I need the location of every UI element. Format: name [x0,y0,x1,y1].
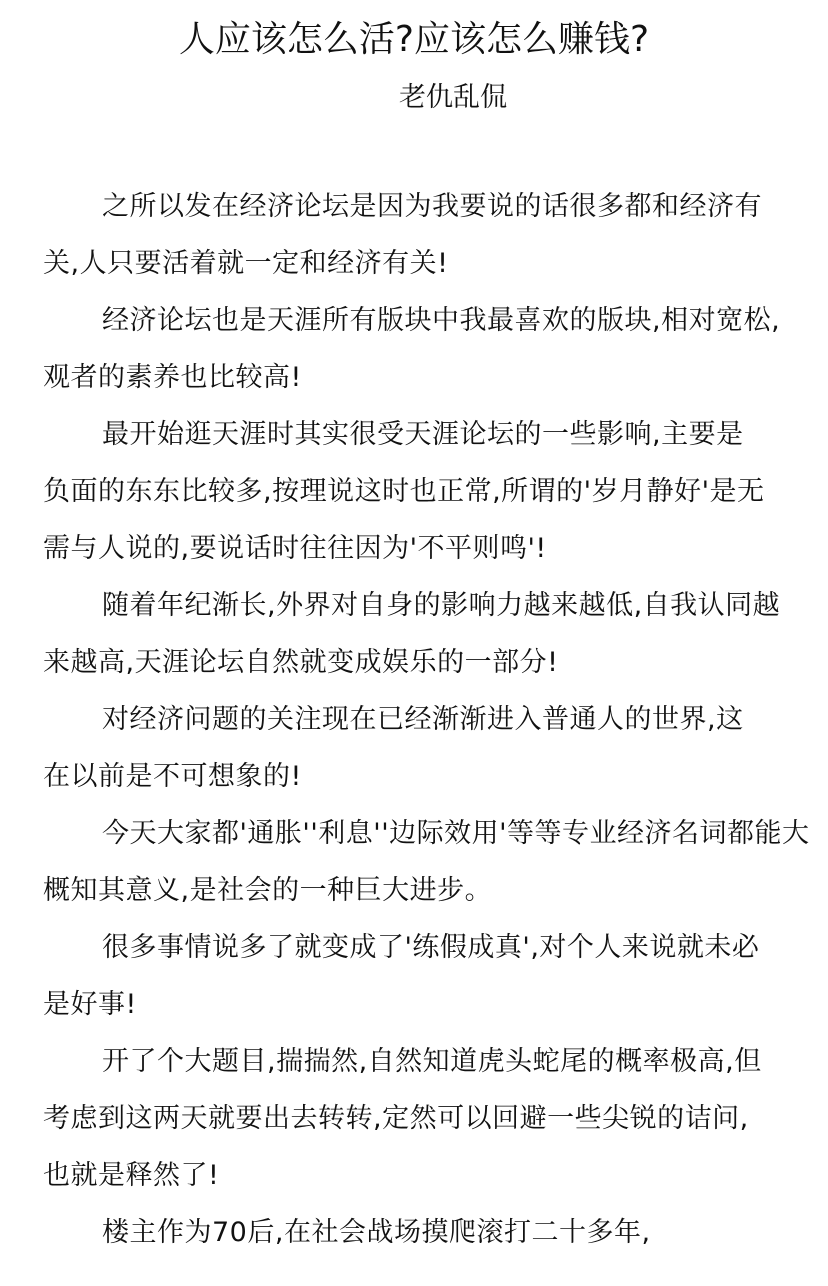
body-line: 概知其意义,是社会的一种巨大进步。 [43,875,493,906]
body-line: 在以前是不可想象的! [43,761,302,792]
body-line: 需与人说的,要说话时往往因为'不平则鸣'! [43,533,547,564]
body-line: 对经济问题的关注现在已经渐渐进入普通人的世界,这 [102,704,744,735]
body-line: 也就是释然了! [43,1160,220,1191]
body-line: 负面的东东比较多,按理说这时也正常,所谓的'岁月静好'是无 [43,476,765,507]
body-line: 随着年纪渐长,外界对自身的影响力越来越低,自我认同越 [102,590,781,621]
body-line: 是好事! [43,989,137,1020]
body-line: 开了个大题目,揣揣然,自然知道虎头蛇尾的概率极高,但 [102,1046,762,1077]
article-author: 老仇乱侃 [399,82,507,113]
body-line: 很多事情说多了就变成了'练假成真',对个人来说就未必 [102,932,760,963]
body-line: 关,人只要活着就一定和经济有关! [43,248,449,279]
article-title: 人应该怎么活?应该怎么赚钱? [178,19,650,60]
body-line: 考虑到这两天就要出去转转,定然可以回避一些尖锐的诘问, [43,1103,749,1134]
body-line: 最开始逛天涯时其实很受天涯论坛的一些影响,主要是 [102,419,744,450]
body-line: 之所以发在经济论坛是因为我要说的话很多都和经济有 [102,191,762,222]
body-line: 来越高,天涯论坛自然就变成娱乐的一部分! [43,647,559,678]
body-line: 今天大家都'通胀''利息''边际效用'等等专业经济名词都能大 [102,818,810,849]
body-line: 楼主作为70后,在社会战场摸爬滚打二十多年, [102,1217,651,1248]
body-line: 观者的素养也比较高! [43,362,302,393]
body-line: 经济论坛也是天涯所有版块中我最喜欢的版块,相对宽松, [102,305,781,336]
article-body [43,178,828,1261]
